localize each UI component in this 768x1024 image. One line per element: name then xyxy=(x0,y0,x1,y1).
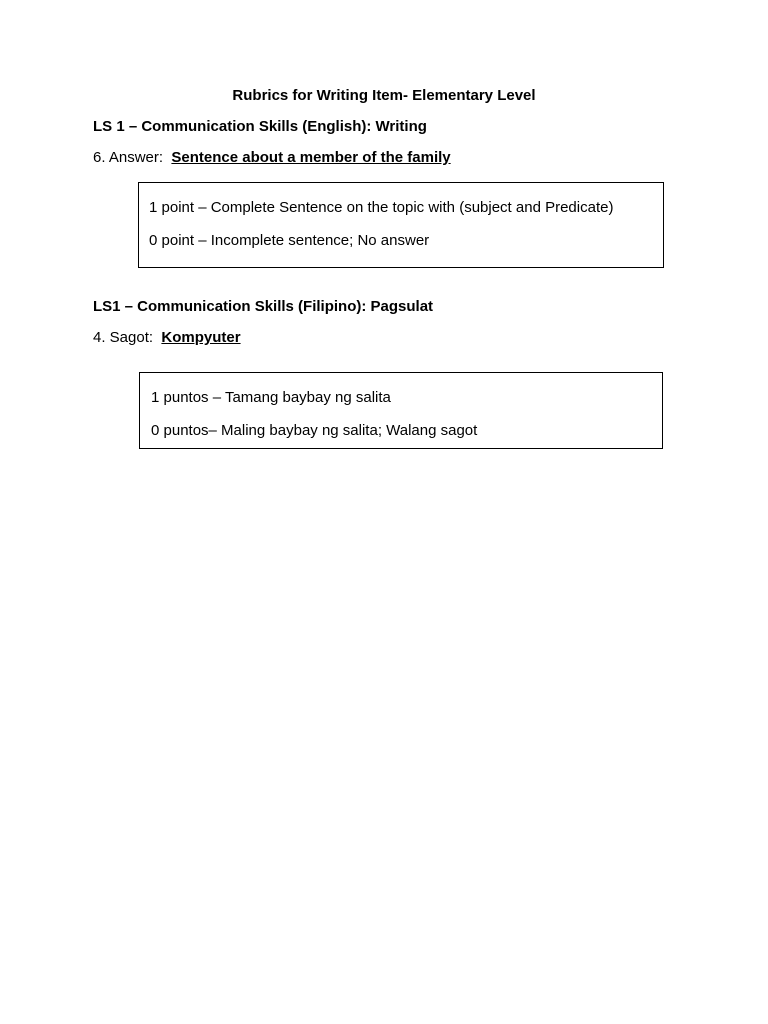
rubric-box-filipino xyxy=(139,372,663,449)
answer-value: Sentence about a member of the family xyxy=(171,149,451,166)
answer-row-english xyxy=(93,149,451,166)
document-title: Rubrics for Writing Item- Elementary Level xyxy=(232,87,536,104)
rubric-box-english xyxy=(138,182,664,268)
rubric-line-2: 0 point – Incomplete sentence; No answer xyxy=(149,232,430,249)
sagot-value: Kompyuter xyxy=(161,329,241,346)
sagot-label: 4. Sagot: xyxy=(93,329,154,346)
rubric-line-1: 1 puntos – Tamang baybay ng salita xyxy=(151,389,391,406)
section-heading-filipino: LS1 – Communication Skills (Filipino): Pagsulat xyxy=(93,298,434,315)
answer-label: 6. Answer: xyxy=(93,149,164,166)
rubric-line-1: 1 point – Complete Sentence on the topic with (subject and Predicate) xyxy=(149,199,614,216)
answer-row-filipino xyxy=(93,329,241,346)
rubric-line-2: 0 puntos– Maling baybay ng salita; Walang sagot xyxy=(151,422,478,439)
section-heading-english: LS 1 – Communication Skills (English): Writing xyxy=(93,118,427,135)
